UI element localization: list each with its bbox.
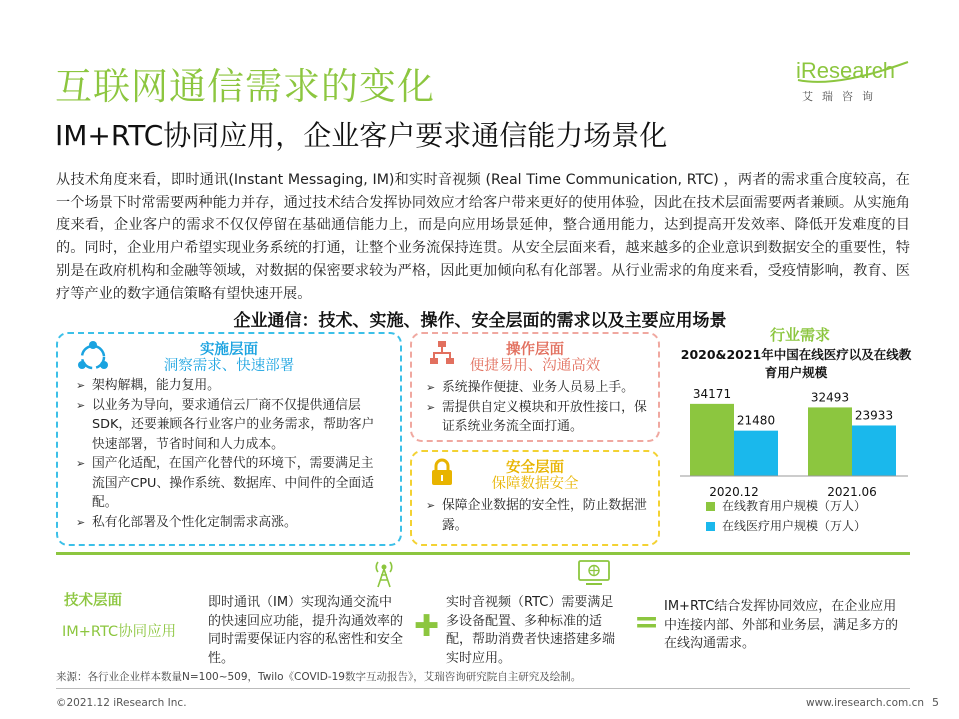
- security-panel: [410, 450, 660, 546]
- x-tick-label: 2021.06: [827, 485, 877, 499]
- copyright: ©2021.12 iResearch Inc.: [56, 697, 187, 709]
- operation-list: [426, 378, 652, 437]
- list-item: ➢ 系统操作便捷、业务人员易上手。: [426, 378, 652, 398]
- data-label: 34171: [692, 386, 732, 401]
- section-title: 企业通信：技术、实施、操作、安全层面的需求以及主要应用场景: [233, 311, 727, 331]
- data-label: 23933: [854, 408, 894, 423]
- implementation-title: 实施层面: [200, 342, 258, 358]
- plus-icon: ✚: [414, 609, 440, 644]
- page-title: 互联网通信需求的变化: [55, 65, 435, 108]
- implementation-subtitle: 洞察需求、快速部署: [163, 358, 295, 374]
- list-item: ➢ 架构解耦，能力复用。: [76, 376, 386, 396]
- logo-wordmark: iResearch: [796, 58, 896, 83]
- industry-title: 行业需求: [770, 326, 831, 344]
- chart-title: 2020&2021年中国在线医疗以及在线教育用户规模: [680, 347, 912, 380]
- implementation-panel: [56, 332, 402, 546]
- operation-title: 操作层面: [506, 342, 564, 358]
- section-divider: [56, 552, 910, 555]
- antenna-tower-icon: [371, 560, 397, 588]
- security-subtitle: 保障数据安全: [491, 476, 579, 492]
- page-subtitle: IM+RTC协同应用，企业客户要求通信能力场景化: [55, 119, 668, 152]
- list-item: ➢ 需提供自定义模块和开放性接口，保证系统业务流全面打通。: [426, 398, 652, 437]
- list-item: ➢ 保障企业数据的安全性，防止数据泄露。: [426, 496, 652, 535]
- intro-paragraph: 从技术角度来看，即时通讯(Instant Messaging, IM)和实时音视频 (Real Time Communication, RTC) ，两者的需求重合度较高，在一个场景下时常需要两种能力并存，通过技术结合发挥协同效应才给客户带来更好的使用体验，因此在技术层面需要两者兼顾。从实施角度来看，企业客户的需求不仅仅停留在基础通信能力上，而是向应用场景延伸，整合通用能力，达到提高开发效率、降低开发难度的目的。同时，企业用户希望实现业务系统的打通，让整个业务流保持连贯。从安全层面来看，越来越多的企业意识到数据安全的重要性，特别是在政府机构和金融等领域，对数据的保密要求较为严格，因此更加倾向私有化部署。从行业需求的角度来看，受疫情影响，教育、医疗等产业的数字通信策略有望快速开展。: [56, 172, 910, 302]
- legend-swatch: [706, 502, 715, 511]
- legend-label: 在线医疗用户规模（万人）: [722, 519, 867, 533]
- tech-layer-subtitle: IM+RTC协同应用: [62, 624, 177, 640]
- source-note: 来源：各行业企业样本数量N=100~509，Twilo《COVID-19数字互动报告》，艾瑞咨询研究院自主研究及绘制。: [56, 671, 582, 683]
- monitor-globe-icon: [578, 560, 610, 586]
- operation-panel: [410, 332, 660, 442]
- rtc-description: 实时音视频（RTC）需要满足多设备配置、多种标准的适配，帮助消费者快速搭建多端实时应用。: [446, 595, 616, 666]
- bar-2021.06-1: [852, 425, 896, 476]
- website-link[interactable]: www.iresearch.com.cn: [806, 697, 925, 709]
- iresearch-logo: [796, 54, 916, 104]
- logo-chinese: 艾瑞咨询: [802, 90, 882, 103]
- footer-divider: [56, 688, 910, 689]
- list-item: ➢ 以业务为导向，要求通信云厂商不仅提供通信层SDK，还要兼顾各行业客户的业务需求，帮助客户快速部署，节省时间和人力成本。: [76, 396, 386, 455]
- security-title: 安全层面: [506, 460, 564, 476]
- equals-sign: =: [634, 605, 660, 640]
- legend-label: 在线教育用户规模（万人）: [722, 499, 867, 513]
- im-description: 即时通讯（IM）实现沟通交流中的快速回应功能，提升沟通效率的同时需要保证内容的私密性和安全性。: [208, 595, 404, 666]
- security-list: [426, 496, 652, 535]
- tech-layer-title: 技术层面: [64, 593, 122, 609]
- user-scale-bar-chart: [676, 378, 912, 538]
- page-number: 5: [932, 696, 939, 709]
- list-item: ➢ 国产化适配，在国产化替代的环境下，需要满足主流国产CPU、操作系统、数据库、中间件的全面适配。: [76, 454, 386, 513]
- bar-2021.06-0: [808, 407, 852, 476]
- operation-subtitle: 便捷易用、沟通高效: [469, 358, 601, 374]
- implementation-list: [76, 376, 386, 532]
- data-label: 32493: [810, 390, 850, 405]
- legend-swatch: [706, 522, 715, 531]
- x-tick-label: 2020.12: [709, 485, 759, 499]
- result-description: IM+RTC结合发挥协同效应，在企业应用中连接内部、外部和业务层，满足多方的在线沟通需求。: [664, 599, 899, 651]
- bar-2020.12-1: [734, 431, 778, 476]
- list-item: ➢ 私有化部署及个性化定制需求高涨。: [76, 513, 386, 533]
- data-label: 21480: [736, 413, 776, 428]
- bar-2020.12-0: [690, 404, 734, 476]
